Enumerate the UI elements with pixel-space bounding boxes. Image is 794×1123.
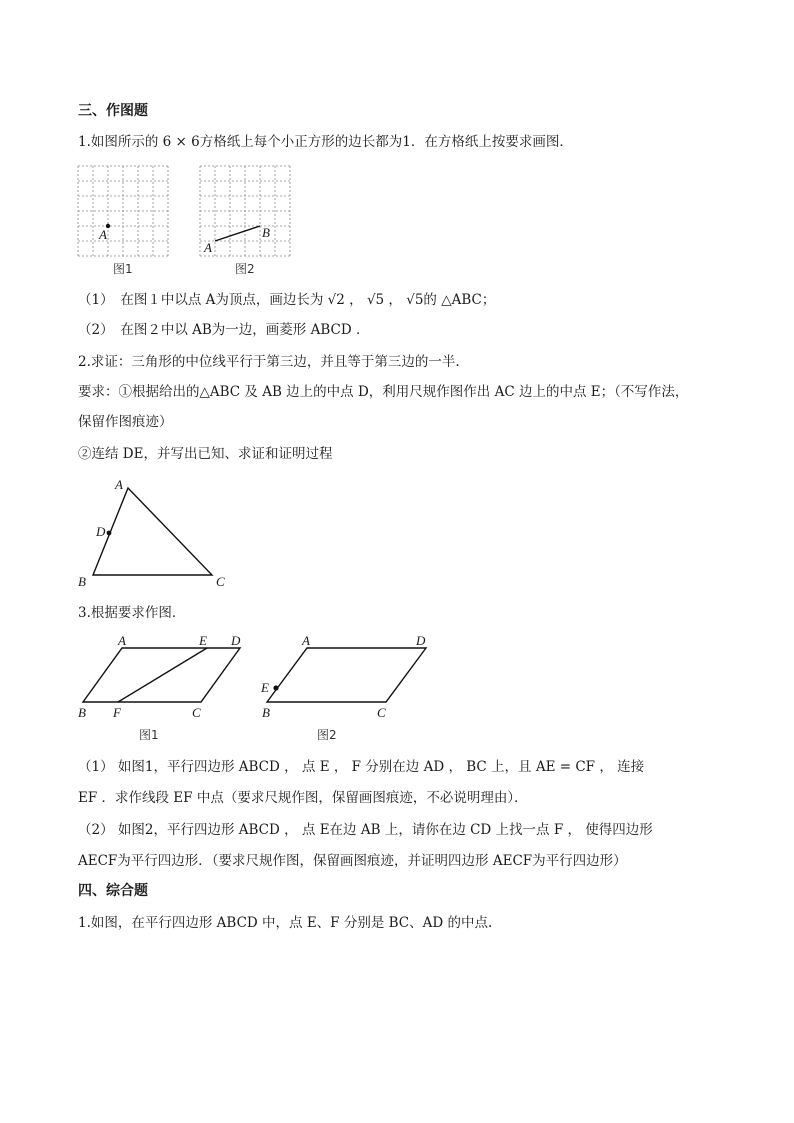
segment-ef [118,648,207,702]
label-b: B [78,574,86,589]
label-b-figure-2: B [262,705,270,720]
caption-figure-1: 图1 [139,728,159,742]
label-e-figure-1: E [199,633,207,648]
question-2-requirement-1-continued: 保留作图痕迹） [78,414,173,430]
label-c-figure-2: C [377,705,386,720]
question-3-stem: 3.根据要求作图． [78,605,186,621]
question-1-stem: 1.如图所示的 6 × 6方格纸上每个小正方形的边长都为1．在方格纸上按要求画图． [78,134,573,150]
label-c: C [216,574,225,589]
question-3-part-1: （1） 如图1，平行四边形 ABCD ， 点 E ， F 分别在边 AD ， BC 上，且 AE = CF ， 连接 [78,759,645,775]
caption-figure-2: 图2 [235,262,255,276]
section-4-question-1-stem: 1.如图，在平行四边形 ABCD 中，点 E、F 分别是 BC、AD 的中点. [78,915,493,931]
question-1-part-2: （2） 在图２中以 AB为一边，画菱形 ABCD ． [78,322,370,338]
label-b-figure-1: B [78,705,86,720]
question-2-stem: 2.求证：三角形的中位线平行于第三边，并且等于第三边的一半. [78,354,460,370]
grid-figure-1 [78,166,168,256]
label-d-figure-2: D [416,633,426,648]
label-d: D [96,524,106,539]
question-2-requirement-2: ②连结 DE，并写出已知、求证和证明过程 [78,446,333,462]
label-c-figure-1: C [192,705,201,720]
label-b-figure-2: B [262,225,270,240]
label-a-figure-2: A [204,240,212,255]
triangle-abc-figure [75,472,235,592]
question-1-figures [75,160,305,280]
question-2-requirement-1: 要求：①根据给出的△ABC 及 AB 边上的中点 D，利用尺规作图作出 AC 边上的中点 E；（不写作法， [78,384,689,400]
label-d-figure-1: D [231,633,241,648]
question-3-part-2: （2） 如图2，平行四边形 ABCD ， 点 E在边 AB 上，请你在边 CD 上找一点 F ， 使得四边形 [78,822,653,838]
question-3-part-2-continued: AECF为平行四边形．（要求尺规作图，保留画图痕迹，并证明四边形 AECF为平行四边形） [78,853,627,869]
label-e-figure-2: E [261,680,269,695]
point-d [107,531,112,536]
question-3-figures [75,628,445,748]
section-heading-3: 三、作图题 [78,103,148,119]
label-a-figure-1: A [118,633,126,648]
segment-ab-figure-2 [215,226,260,241]
label-a-figure-2: A [302,633,310,648]
label-a: A [115,477,123,492]
parallelogram-abcd-figure-2 [267,648,426,702]
question-1-part-1: （1） 在图１中以点 A为顶点，画边长为 √2 ， √5 ， √5的 △ABC； [78,292,496,308]
label-f-figure-1: F [113,705,121,720]
caption-figure-1: 图1 [113,262,133,276]
grid-figure-2 [200,166,290,256]
caption-figure-2: 图2 [317,728,337,742]
point-e-figure-2 [273,685,278,690]
section-heading-4: 四、综合题 [78,883,148,899]
label-a-figure-1: A [99,227,107,242]
question-3-part-1-continued: EF ．求作线段 EF 中点（要求尺规作图，保留画图痕迹，不必说明理由）． [78,790,528,806]
